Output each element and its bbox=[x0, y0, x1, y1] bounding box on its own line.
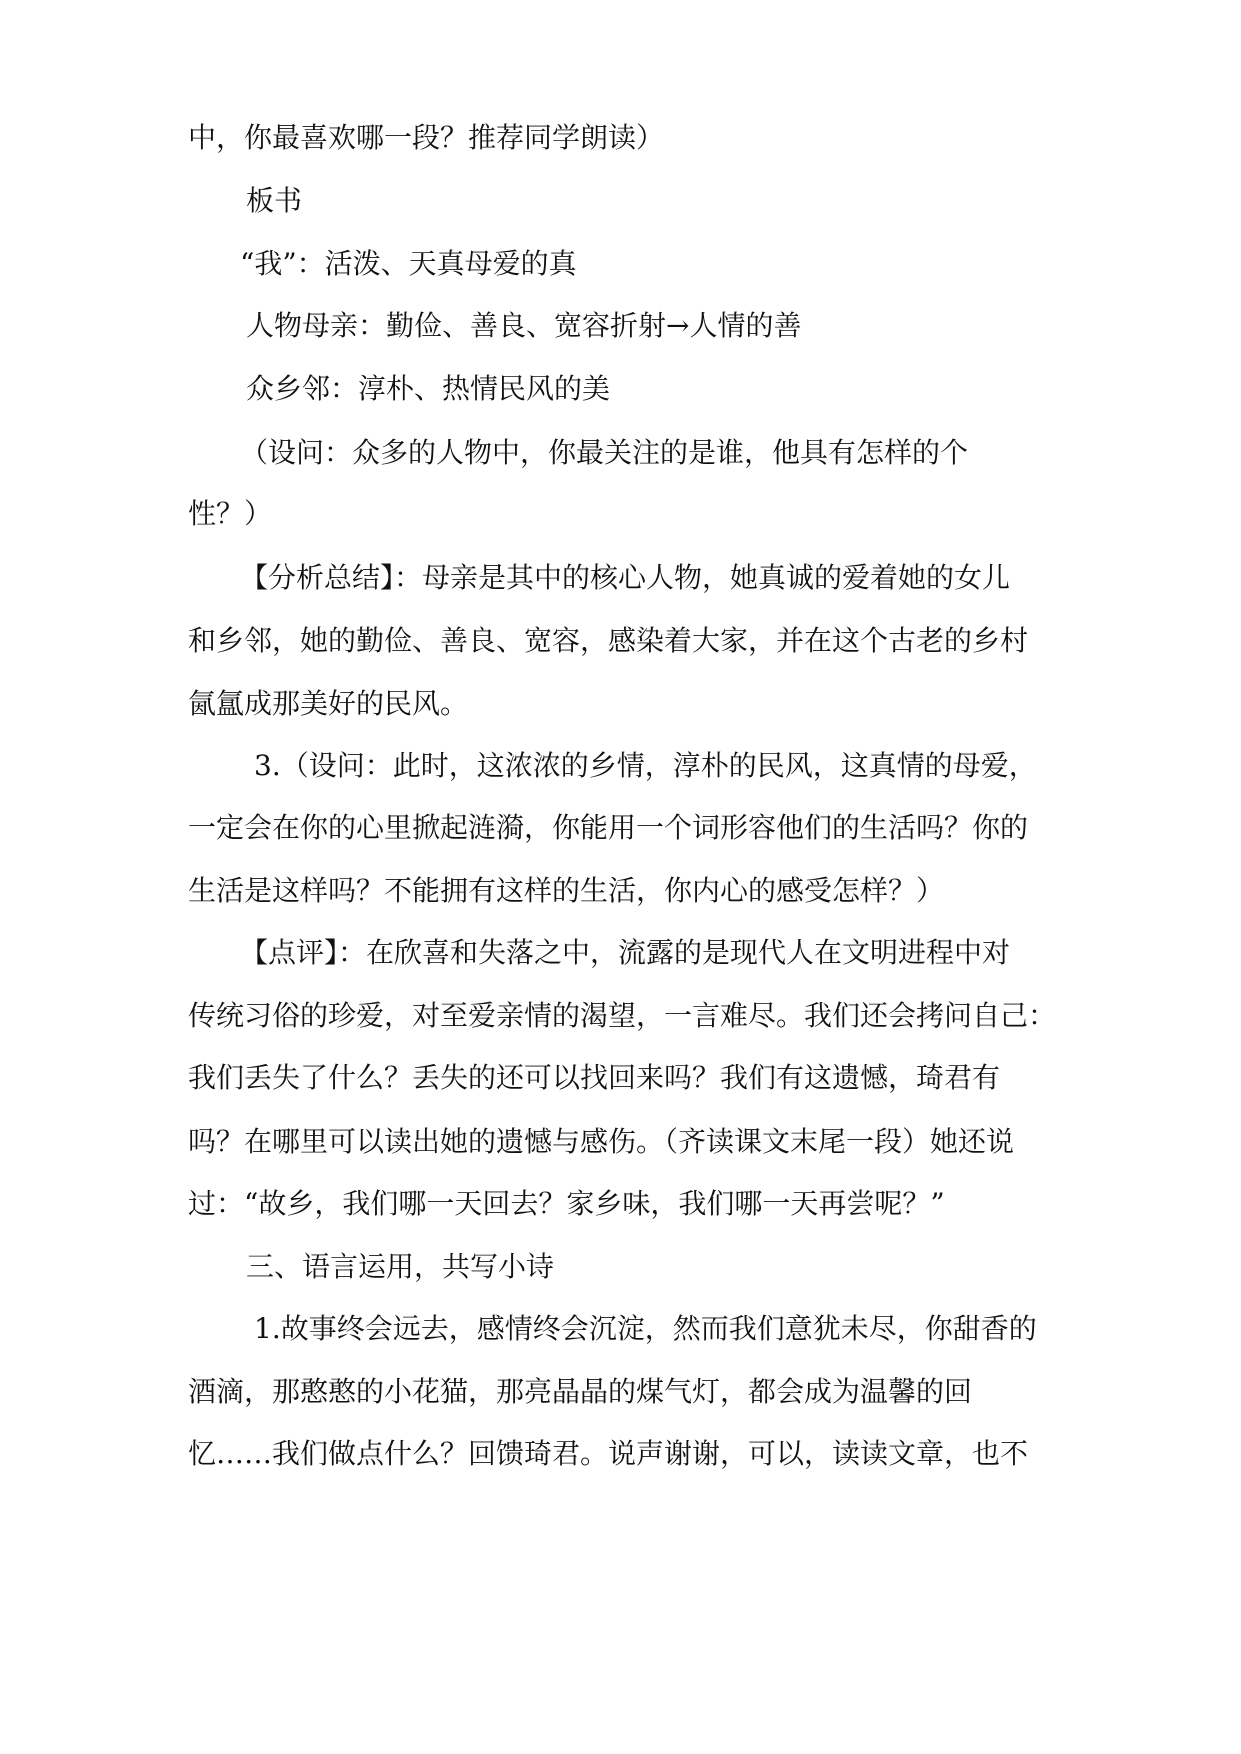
text-line-18: 过：“故乡，我们哪一天回去？家乡味，我们哪一天再尝呢？” bbox=[188, 1187, 945, 1220]
text-line-11: 3.（设问：此时，这浓浓的乡情，淳朴的民风，这真情的母爱， bbox=[254, 749, 1037, 782]
text-line-20: 1.故事终会远去，感情终会沉淀，然而我们意犹未尽，你甜香的 bbox=[254, 1312, 1037, 1345]
text-line-7: 性？） bbox=[188, 497, 273, 530]
text-line-15: 传统习俗的珍爱，对至爱亲情的渴望，一言难尽。我们还会拷问自己： bbox=[188, 999, 1057, 1032]
text-line-6: （设问：众多的人物中，你最关注的是谁，他具有怎样的个 bbox=[240, 436, 969, 469]
text-line-5: 众乡邻：淳朴、热情民风的美 bbox=[246, 372, 611, 405]
text-line-21: 酒滴，那憨憨的小花猫，那亮晶晶的煤气灯，都会成为温馨的回 bbox=[188, 1375, 973, 1408]
text-line-13: 生活是这样吗？不能拥有这样的生活，你内心的感受怎样？） bbox=[188, 874, 945, 907]
text-line-9: 和乡邻，她的勤俭、善良、宽容，感染着大家，并在这个古老的乡村 bbox=[188, 624, 1029, 657]
text-line-22: 忆……我们做点什么？回馈琦君。说声谢谢，可以，读读文章，也不 bbox=[188, 1437, 1029, 1470]
text-line-4: 人物母亲：勤俭、善良、宽容折射→人情的善 bbox=[246, 309, 802, 342]
text-line-1: 中，你最喜欢哪一段？推荐同学朗读） bbox=[188, 121, 665, 154]
text-line-10: 氤氲成那美好的民风。 bbox=[188, 687, 469, 720]
text-line-19: 三、语言运用，共写小诗 bbox=[246, 1250, 555, 1283]
text-line-16: 我们丢失了什么？丢失的还可以找回来吗？我们有这遗憾，琦君有 bbox=[188, 1061, 1001, 1094]
text-line-14: 【点评】：在欣喜和失落之中，流露的是现代人在文明进程中对 bbox=[240, 936, 1011, 969]
text-line-8: 【分析总结】：母亲是其中的核心人物，她真诚的爱着她的女儿 bbox=[240, 561, 1011, 594]
text-line-12: 一定会在你的心里掀起涟漪，你能用一个词形容他们的生活吗？你的 bbox=[188, 811, 1029, 844]
text-line-17: 吗？在哪里可以读出她的遗憾与感伤。（齐读课文末尾一段）她还说 bbox=[188, 1125, 1015, 1158]
text-line-2: 板书 bbox=[246, 184, 303, 217]
text-line-3: “我”：活泼、天真母爱的真 bbox=[240, 247, 577, 280]
